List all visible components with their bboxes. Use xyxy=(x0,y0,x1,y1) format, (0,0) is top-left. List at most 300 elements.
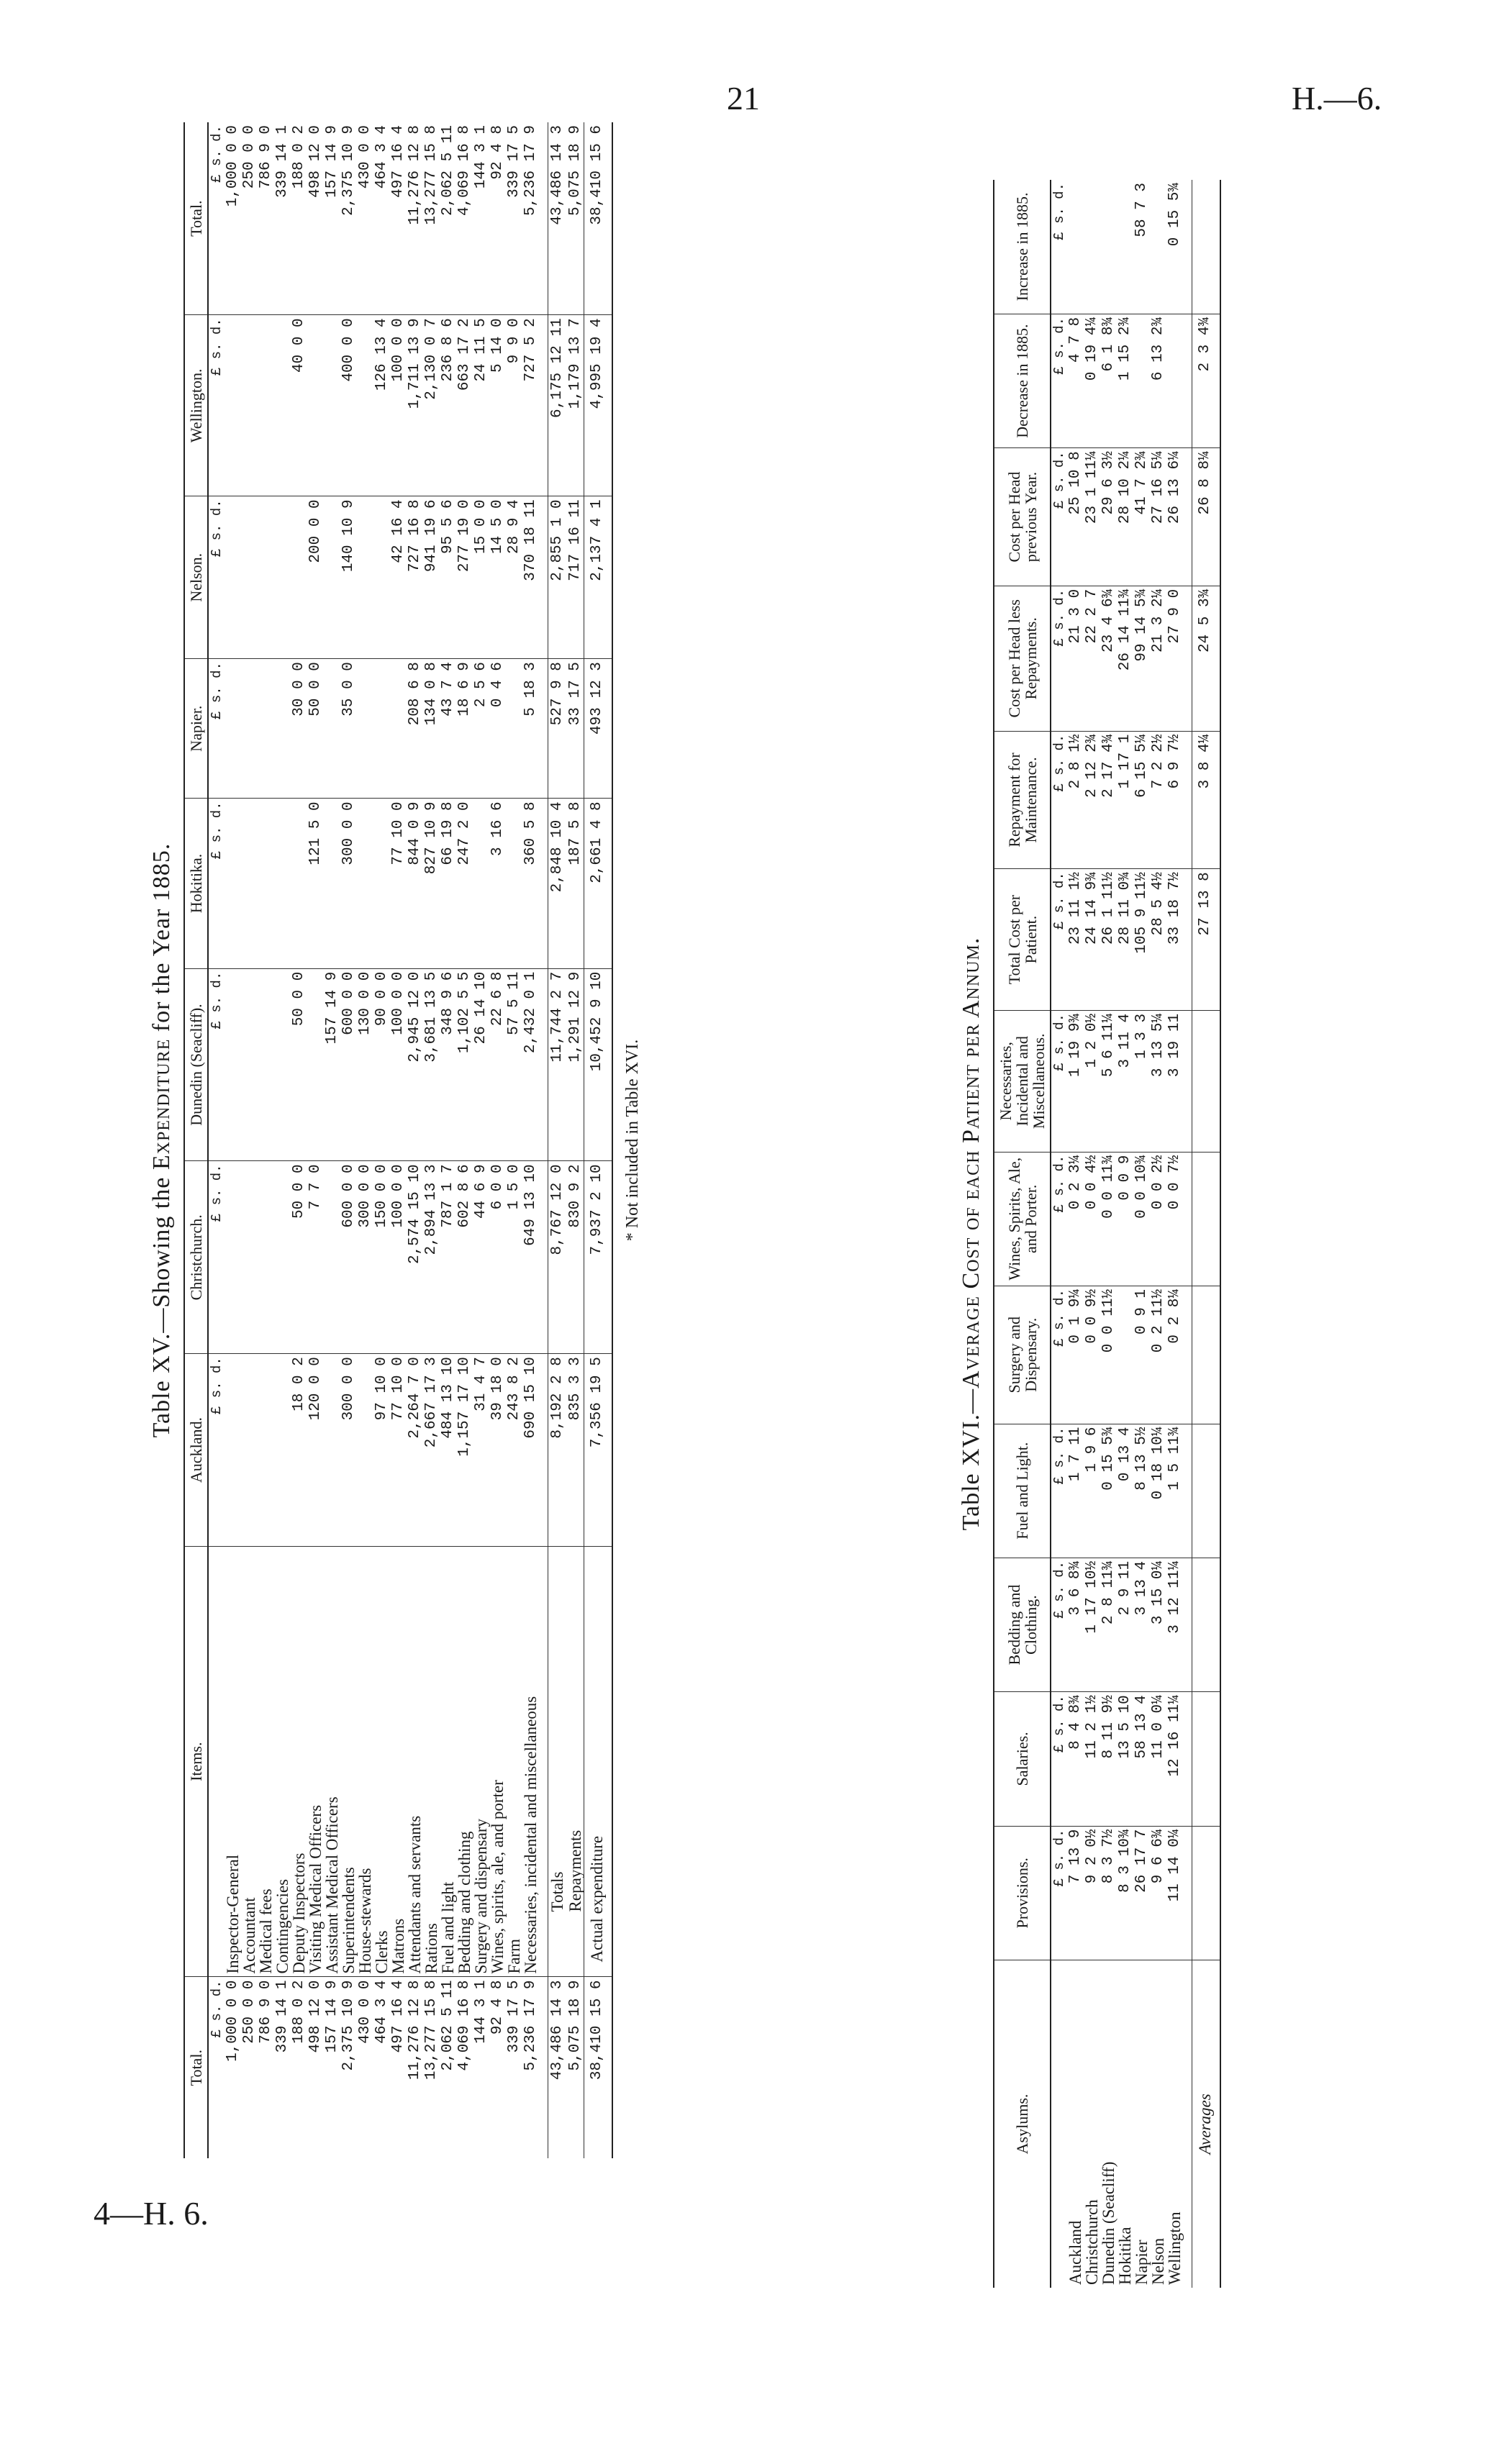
auckland-cell: 243 8 2 xyxy=(506,1354,522,1547)
spacer-cell xyxy=(539,799,548,968)
units-cell: £ s. d. xyxy=(208,122,225,315)
spacer-cell xyxy=(539,1546,548,1977)
total-cell: 498 12 0 xyxy=(307,1980,325,2053)
fuel-cell: 8 13 5½ xyxy=(1133,1424,1150,1558)
total-cell: 33 18 7½ xyxy=(1166,869,1183,1011)
item-label: Fuel and light xyxy=(440,1546,456,1977)
wellington-cell xyxy=(357,315,373,496)
units-cell: £ s. d. xyxy=(208,1354,225,1547)
previous-cell: 26 8 8¼ xyxy=(1192,448,1221,586)
necessaries-cell: 1 2 0½ xyxy=(1084,1010,1100,1152)
spacer-cell xyxy=(539,1161,548,1354)
column-header: Fuel and Light. xyxy=(994,1424,1051,1558)
repayment-cell: 6 9 7½ xyxy=(1166,731,1183,869)
table-xvi-average-cost xyxy=(950,180,1418,2288)
total-cell: 4,069 16 8 xyxy=(456,122,473,315)
total-cell: 5,236 17 9 xyxy=(522,1980,540,2071)
wellington-cell: 1,179 13 7 xyxy=(567,315,584,496)
spacer-cell xyxy=(1183,1826,1192,1960)
table-row xyxy=(241,122,258,2158)
column-header: Decrease in 1885. xyxy=(994,314,1051,447)
item-label: Bedding and clothing xyxy=(456,1546,473,1977)
auckland-cell: 690 15 10 xyxy=(522,1354,539,1547)
nelson-cell: 14 5 0 xyxy=(489,496,506,659)
christchurch-cell xyxy=(274,1161,291,1354)
spacer-cell xyxy=(539,122,548,315)
less-cell: 24 5 3¾ xyxy=(1192,586,1221,731)
dunedin-cell: 3,681 13 5 xyxy=(423,968,440,1161)
units-cell: £ s. d. xyxy=(1051,180,1067,314)
units-cell: £ s. d. xyxy=(208,968,225,1161)
surgery-cell: 0 2 11½ xyxy=(1150,1286,1166,1424)
spacer-cell xyxy=(1183,1692,1192,1826)
column-header: Dunedin (Seacliff). xyxy=(184,968,208,1161)
auckland-cell: 31 4 7 xyxy=(473,1354,489,1547)
total-cell: 4,069 16 8 xyxy=(456,1980,473,2071)
dunedin-cell: 2,432 0 1 xyxy=(522,968,539,1161)
table-row xyxy=(274,122,291,2158)
hokitika-cell: 121 5 0 xyxy=(307,799,324,968)
asylum-name: Christchurch xyxy=(1083,2199,1102,2285)
item-label: Farm xyxy=(506,1546,522,1977)
item-label: Contingencies xyxy=(274,1546,291,1977)
increase-cell xyxy=(1150,180,1166,314)
salaries-cell xyxy=(1192,1692,1221,1826)
units-cell: £ s. d. xyxy=(1051,1826,1067,1960)
signature-mark: 4—H. 6. xyxy=(94,2195,209,2232)
less-cell: 27 9 0 xyxy=(1166,586,1183,731)
spacer-cell xyxy=(1183,448,1192,586)
fuel-cell: 1 5 11¾ xyxy=(1166,1424,1183,1558)
wines-cell: 0 0 10¾ xyxy=(1133,1152,1150,1286)
napier-cell: 18 6 9 xyxy=(456,659,473,799)
salaries-cell: 11 2 1½ xyxy=(1084,1692,1100,1826)
nelson-cell xyxy=(258,496,274,659)
increase-cell xyxy=(1192,180,1221,314)
surgery-cell xyxy=(1117,1286,1133,1424)
column-header: Auckland. xyxy=(184,1354,208,1547)
item-label: Assistant Medical Officers xyxy=(324,1546,340,1977)
table-row xyxy=(258,122,274,2158)
spacer-cell xyxy=(1183,1010,1192,1152)
napier-cell: 33 17 5 xyxy=(567,659,584,799)
column-header: Bedding and Clothing. xyxy=(994,1558,1051,1691)
spacer-cell xyxy=(1183,180,1192,314)
repayments-row xyxy=(567,122,584,2158)
christchurch-cell: 50 0 0 xyxy=(291,1161,307,1354)
nelson-cell: 28 9 4 xyxy=(506,496,522,659)
less-cell: 22 2 7 xyxy=(1084,586,1100,731)
spacer-cell xyxy=(1183,1424,1192,1558)
column-header: Wines, Spirits, Ale, and Porter. xyxy=(994,1152,1051,1286)
surgery-cell: 0 9 1 xyxy=(1133,1286,1150,1424)
column-header: Salaries. xyxy=(994,1692,1051,1826)
nelson-cell xyxy=(291,496,307,659)
bedding-cell xyxy=(1192,1558,1221,1691)
hokitika-cell: 66 19 8 xyxy=(440,799,456,968)
napier-cell: 0 4 6 xyxy=(489,659,506,799)
total-cell: 43,486 14 3 xyxy=(548,122,568,315)
units-cell: £ s. d. xyxy=(208,315,225,496)
dunedin-cell: 10,452 9 10 xyxy=(584,968,613,1161)
wellington-cell: 5 14 0 xyxy=(489,315,506,496)
nelson-cell: 727 16 8 xyxy=(407,496,423,659)
column-header: Surgery and Dispensary. xyxy=(994,1286,1051,1424)
provisions-cell: 8 3 10¾ xyxy=(1117,1826,1133,1960)
bedding-cell: 2 9 11 xyxy=(1117,1558,1133,1691)
decrease-cell: 2 3 4¾ xyxy=(1192,314,1221,447)
nelson-cell xyxy=(225,496,241,659)
wines-cell: 0 0 7½ xyxy=(1166,1152,1183,1286)
spacer-cell xyxy=(1183,586,1192,731)
item-label: Deputy Inspectors xyxy=(291,1546,307,1977)
table-row xyxy=(440,122,456,2158)
increase-cell: 0 15 5¾ xyxy=(1166,180,1183,314)
units-cell: £ s. d. xyxy=(1051,1286,1067,1424)
item-label: Medical fees xyxy=(258,1546,274,1977)
previous-cell: 27 16 5¼ xyxy=(1150,448,1166,586)
item-label: Necessaries, incidental and miscellaneous xyxy=(522,1546,539,1977)
dunedin-cell: 1,102 5 5 xyxy=(456,968,473,1161)
wines-cell: 0 2 3¼ xyxy=(1067,1152,1084,1286)
column-header: Necessaries, Incidental and Miscellaneous. xyxy=(994,1010,1051,1152)
christchurch-cell xyxy=(258,1161,274,1354)
nelson-cell: 200 0 0 xyxy=(307,496,324,659)
units-cell: £ s. d. xyxy=(1051,314,1067,447)
total-cell: 188 0 2 xyxy=(291,1980,308,2044)
auckland-cell: 18 0 2 xyxy=(291,1354,307,1547)
napier-cell: 35 0 0 xyxy=(340,659,357,799)
napier-cell xyxy=(225,659,241,799)
salaries-cell: 13 5 10 xyxy=(1117,1692,1133,1826)
units-cell xyxy=(208,1546,225,1977)
wellington-cell: 663 17 2 xyxy=(456,315,473,496)
total-cell: 38,410 15 6 xyxy=(584,122,613,315)
provisions-cell: 8 3 7½ xyxy=(1100,1826,1117,1960)
surgery-cell: 0 1 9¼ xyxy=(1067,1286,1084,1424)
item-label: Wines, spirits, ale, and porter xyxy=(489,1546,506,1977)
previous-cell: 26 13 6¼ xyxy=(1166,448,1183,586)
total-cell: 497 16 4 xyxy=(390,1980,407,2053)
repayment-cell: 6 15 5¼ xyxy=(1133,731,1150,869)
total-cell: 2,375 10 9 xyxy=(340,1980,358,2071)
item-label: Inspector-General xyxy=(225,1546,241,1977)
total-cell: 43,486 14 3 xyxy=(548,1977,568,2158)
wellington-cell xyxy=(241,315,258,496)
surgery-cell: 0 0 11½ xyxy=(1100,1286,1117,1424)
asylum-name: Napier xyxy=(1133,2240,1151,2285)
wellington-cell xyxy=(225,315,241,496)
salaries-cell: 8 4 8¾ xyxy=(1067,1692,1084,1826)
christchurch-cell: 600 0 0 xyxy=(340,1161,357,1354)
increase-cell: 58 7 3 xyxy=(1133,180,1150,314)
dunedin-cell: 57 5 11 xyxy=(506,968,522,1161)
column-header: Items. xyxy=(184,1546,208,1977)
column-header: Total Cost per Patient. xyxy=(994,869,1051,1011)
asylum-name: Auckland xyxy=(1066,2220,1085,2285)
hokitika-cell xyxy=(506,799,522,968)
wines-cell: 0 0 11¾ xyxy=(1100,1152,1117,1286)
total-cell: 339 14 1 xyxy=(274,122,291,315)
spacer-cell xyxy=(539,1354,548,1547)
total-cell: 13,277 15 8 xyxy=(423,1980,440,2081)
total-cell: 5,075 18 9 xyxy=(567,122,584,315)
actual-label: Actual expenditure xyxy=(584,1546,613,1977)
units-cell: £ s. d. xyxy=(208,659,225,799)
necessaries-cell: 3 19 11 xyxy=(1166,1010,1183,1152)
units-cell: £ s. d. xyxy=(1051,1010,1067,1152)
units-cell: £ s. d. xyxy=(1051,869,1067,1011)
auckland-cell: 835 3 3 xyxy=(567,1354,584,1547)
column-header: Nelson. xyxy=(184,496,208,659)
wines-cell: 0 0 2½ xyxy=(1150,1152,1166,1286)
column-header: Cost per Head previous Year. xyxy=(994,448,1051,586)
napier-cell xyxy=(373,659,390,799)
nelson-cell: 15 0 0 xyxy=(473,496,489,659)
hokitika-cell xyxy=(473,799,489,968)
fuel-cell: 0 18 10¼ xyxy=(1150,1424,1166,1558)
napier-cell xyxy=(324,659,340,799)
averages-label: Averages xyxy=(1192,1960,1221,2288)
table-xvi-title: Table XVI.—Average Cost of each Patient per Annum. xyxy=(958,937,984,1531)
table-row xyxy=(506,122,522,2158)
total-cell: 430 0 0 xyxy=(357,122,373,315)
christchurch-cell: 100 0 0 xyxy=(390,1161,407,1354)
total-cell: 11,276 12 8 xyxy=(407,1980,424,2081)
auckland-cell xyxy=(324,1354,340,1547)
units-row xyxy=(1051,180,1067,2288)
expenditure-table xyxy=(183,122,613,2158)
table-row xyxy=(423,122,440,2158)
wellington-cell: 1,711 13 9 xyxy=(407,315,423,496)
necessaries-cell: 5 6 11¼ xyxy=(1100,1010,1117,1152)
fuel-cell: 1 7 11 xyxy=(1067,1424,1084,1558)
total-cell: 92 4 8 xyxy=(489,122,506,315)
necessaries-cell: 3 13 5¼ xyxy=(1150,1010,1166,1152)
auckland-cell: 8,192 2 8 xyxy=(548,1354,568,1547)
page-code: H.—6. xyxy=(1292,80,1382,117)
table-row xyxy=(522,122,539,2158)
repayment-cell: 2 12 2¾ xyxy=(1084,731,1100,869)
dunedin-cell: 600 0 0 xyxy=(340,968,357,1161)
auckland-cell: 1,157 17 10 xyxy=(456,1354,473,1547)
total-cell: 13,277 15 8 xyxy=(423,122,440,315)
previous-cell: 23 1 11¼ xyxy=(1084,448,1100,586)
total-cell: 144 3 1 xyxy=(473,122,489,315)
surgery-cell: 0 2 8¼ xyxy=(1166,1286,1183,1424)
total-cell: 92 4 8 xyxy=(489,1980,507,2035)
nelson-cell: 2,137 4 1 xyxy=(584,496,613,659)
repayment-cell: 3 8 4¼ xyxy=(1192,731,1221,869)
total-cell: 464 3 4 xyxy=(373,122,390,315)
total-cell: 26 1 11½ xyxy=(1100,869,1117,1011)
nelson-cell xyxy=(274,496,291,659)
item-label: Matrons xyxy=(390,1546,407,1977)
spacer-cell xyxy=(539,968,548,1161)
total-cell: 498 12 0 xyxy=(307,122,324,315)
decrease-cell xyxy=(1166,314,1183,447)
bedding-cell: 3 6 8¾ xyxy=(1067,1558,1084,1691)
averages-row xyxy=(1192,180,1221,2288)
less-cell: 21 3 2¼ xyxy=(1150,586,1166,731)
dunedin-cell xyxy=(274,968,291,1161)
total-cell: 250 0 0 xyxy=(241,1980,258,2044)
column-header: Hokitika. xyxy=(184,799,208,968)
table-row xyxy=(489,122,506,2158)
napier-cell: 2 5 6 xyxy=(473,659,489,799)
dunedin-cell: 22 6 8 xyxy=(489,968,506,1161)
wellington-cell: 400 0 0 xyxy=(340,315,357,496)
item-label: Superintendents xyxy=(340,1546,357,1977)
bedding-cell: 1 17 10½ xyxy=(1084,1558,1100,1691)
nelson-cell: 42 16 4 xyxy=(390,496,407,659)
table-row xyxy=(1117,180,1133,2288)
spacer-cell xyxy=(1183,1558,1192,1691)
nelson-cell: 717 16 11 xyxy=(567,496,584,659)
salaries-cell: 11 0 0¼ xyxy=(1150,1692,1166,1826)
units-cell: £ s. d. xyxy=(208,496,225,659)
hokitika-cell: 77 10 0 xyxy=(390,799,407,968)
average-cost-table xyxy=(993,180,1221,2288)
asylum-name: Wellington xyxy=(1166,2211,1184,2285)
total-cell: 497 16 4 xyxy=(390,122,407,315)
previous-cell: 29 6 3½ xyxy=(1100,448,1117,586)
units-cell: £ s. d. xyxy=(1051,448,1067,586)
wellington-cell: 6,175 12 11 xyxy=(548,315,568,496)
napier-cell: 50 0 0 xyxy=(307,659,324,799)
salaries-cell: 12 16 11¼ xyxy=(1166,1692,1183,1826)
dunedin-cell xyxy=(307,968,324,1161)
units-cell: £ s. d. xyxy=(1051,586,1067,731)
total-cell: 2,375 10 9 xyxy=(340,122,357,315)
dunedin-cell: 1,291 12 9 xyxy=(567,968,584,1161)
auckland-cell xyxy=(258,1354,274,1547)
christchurch-cell: 1 5 0 xyxy=(506,1161,522,1354)
napier-cell xyxy=(506,659,522,799)
wellington-cell xyxy=(324,315,340,496)
provisions-cell: 26 17 7 xyxy=(1133,1826,1150,1960)
fuel-cell: 0 15 5¾ xyxy=(1100,1424,1117,1558)
wines-cell xyxy=(1192,1152,1221,1286)
total-cell: 144 3 1 xyxy=(473,1980,490,2044)
hokitika-cell xyxy=(324,799,340,968)
auckland-cell: 97 10 0 xyxy=(373,1354,390,1547)
nelson-cell xyxy=(373,496,390,659)
napier-cell xyxy=(274,659,291,799)
auckland-cell: 2,264 7 0 xyxy=(407,1354,423,1547)
dunedin-cell: 2,945 12 0 xyxy=(407,968,423,1161)
wellington-cell: 24 11 5 xyxy=(473,315,489,496)
wines-cell: 0 0 4½ xyxy=(1084,1152,1100,1286)
fuel-cell: 0 13 4 xyxy=(1117,1424,1133,1558)
wellington-cell: 9 9 0 xyxy=(506,315,522,496)
table-row xyxy=(1150,180,1166,2288)
spacer-cell xyxy=(539,315,548,496)
total-cell: 786 9 0 xyxy=(258,1980,275,2044)
auckland-cell: 300 0 0 xyxy=(340,1354,357,1547)
column-header: Increase in 1885. xyxy=(994,180,1051,314)
increase-cell xyxy=(1084,180,1100,314)
christchurch-cell xyxy=(225,1161,241,1354)
total-cell: 786 9 0 xyxy=(258,122,274,315)
previous-cell: 28 10 2¼ xyxy=(1117,448,1133,586)
total-cell: 157 14 9 xyxy=(324,1980,341,2053)
provisions-cell xyxy=(1192,1826,1221,1960)
auckland-cell: 77 10 0 xyxy=(390,1354,407,1547)
wellington-cell xyxy=(274,315,291,496)
surgery-cell xyxy=(1192,1286,1221,1424)
total-cell: 38,410 15 6 xyxy=(584,1977,613,2158)
less-cell: 21 3 0 xyxy=(1067,586,1084,731)
bedding-cell: 3 13 4 xyxy=(1133,1558,1150,1691)
christchurch-cell: 649 13 10 xyxy=(522,1161,539,1354)
table-row xyxy=(324,122,340,2158)
column-header: Total. xyxy=(184,122,208,315)
wellington-cell: 4,995 19 4 xyxy=(584,315,613,496)
increase-cell xyxy=(1117,180,1133,314)
nelson-cell xyxy=(357,496,373,659)
christchurch-cell: 300 0 0 xyxy=(357,1161,373,1354)
units-cell: £ s. d. xyxy=(208,799,225,968)
auckland-cell: 120 0 0 xyxy=(307,1354,324,1547)
spacer-row xyxy=(1183,180,1192,2288)
spacer-row xyxy=(539,122,548,2158)
necessaries-cell: 1 19 9¾ xyxy=(1067,1010,1084,1152)
christchurch-cell: 8,767 12 0 xyxy=(548,1161,568,1354)
wellington-cell: 100 0 0 xyxy=(390,315,407,496)
spacer-cell xyxy=(1183,314,1192,447)
provisions-cell: 9 6 6¾ xyxy=(1150,1826,1166,1960)
units-cell: £ s. d. xyxy=(1051,731,1067,869)
total-cell: 28 11 0¾ xyxy=(1117,869,1133,1011)
hokitika-cell xyxy=(258,799,274,968)
asylum-name: Hokitika xyxy=(1116,2227,1135,2285)
repayments-label: Repayments xyxy=(567,1546,584,1977)
column-header: Napier. xyxy=(184,659,208,799)
total-cell: 464 3 4 xyxy=(373,1980,391,2044)
dunedin-cell: 157 14 9 xyxy=(324,968,340,1161)
less-cell: 23 4 6¾ xyxy=(1100,586,1117,731)
units-cell: £ s. d. xyxy=(1051,1152,1067,1286)
total-cell: 339 17 5 xyxy=(506,1980,523,2053)
wellington-cell: 126 13 4 xyxy=(373,315,390,496)
napier-cell xyxy=(390,659,407,799)
hokitika-cell: 3 16 6 xyxy=(489,799,506,968)
nelson-cell xyxy=(241,496,258,659)
napier-cell: 5 18 3 xyxy=(522,659,539,799)
asylum-name: Nelson xyxy=(1149,2237,1168,2285)
christchurch-cell: 7 7 0 xyxy=(307,1161,324,1354)
decrease-cell: 4 7 8 xyxy=(1067,314,1084,447)
nelson-cell: 941 19 6 xyxy=(423,496,440,659)
spacer-cell xyxy=(539,496,548,659)
total-cell: 1,000 0 0 xyxy=(225,1980,242,2062)
napier-cell: 134 0 8 xyxy=(423,659,440,799)
table-xv-title: Table XV.—Showing the Expenditure for the Year 1885. xyxy=(148,842,175,1438)
auckland-cell: 7,356 19 5 xyxy=(584,1354,613,1547)
table-row xyxy=(390,122,407,2158)
dunedin-cell: 130 0 0 xyxy=(357,968,373,1161)
necessaries-cell xyxy=(1192,1010,1221,1152)
totals-label: Totals xyxy=(548,1546,568,1977)
christchurch-cell: 2,574 15 10 xyxy=(407,1161,423,1354)
total-cell: 23 11 1½ xyxy=(1067,869,1084,1011)
dunedin-cell: 26 14 10 xyxy=(473,968,489,1161)
hokitika-cell: 187 5 8 xyxy=(567,799,584,968)
table-row xyxy=(473,122,489,2158)
auckland-cell xyxy=(274,1354,291,1547)
hokitika-cell xyxy=(241,799,258,968)
